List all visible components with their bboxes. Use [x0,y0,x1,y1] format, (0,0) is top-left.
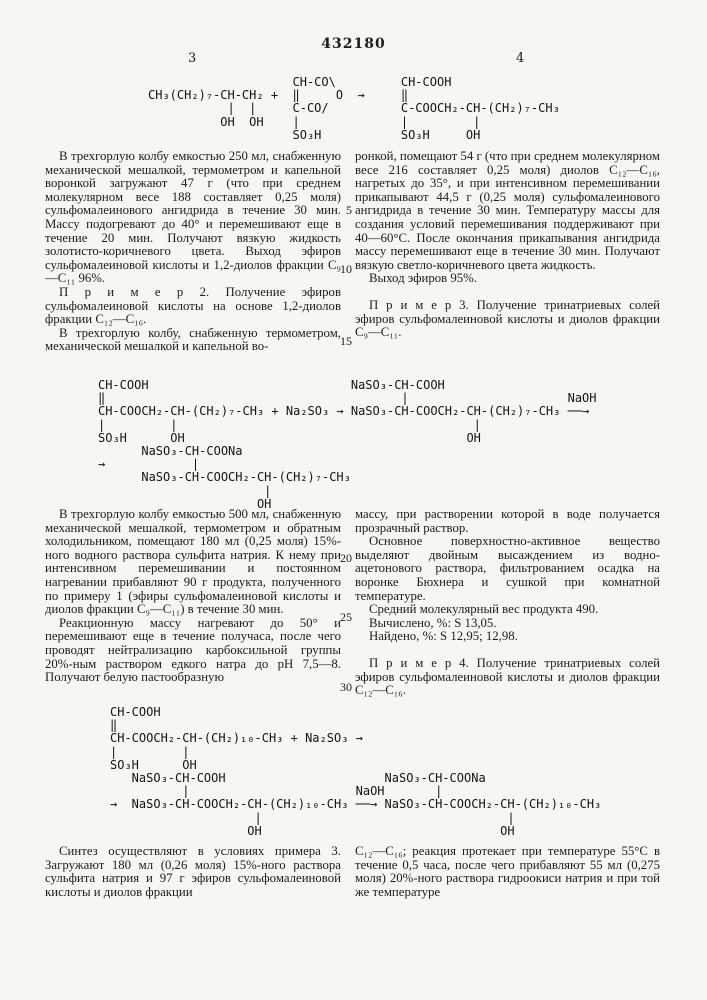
line-number-20: 20 [340,551,352,565]
section3-left-column [45,845,341,899]
paragraph: массу, при растворении которой в воде получается прозрачный раствор. [355,507,660,535]
section2-left-column [45,508,341,685]
chemical-formula-2: CH-COOH NaSO₃-CH-COOH ‖ | NaOH CH-COOCH₂-CH-(CH₂)₇-CH₃ + Na₂SO₃ → NaSO₃-CH-COOCH₂-CH-(CH₂)₇-CH₃ ──→ | | | SO₃H OH OH NaSO₃-CH-COONa → | NaSO₃-CH-COOCH₂-CH-(CH₂)₇-CH₃ | OH [98,378,597,511]
paragraph: В трехгорлую колбу, снабженную термометром, механической мешалкой и капельной во- [45,325,341,354]
chemical-formula-1: CH-CO\ CH-COOH CH₃(CH₂)₇-CH-CH₂ + ‖ O → ‖ | | C-CO/ C-COOCH₂-CH-(CH₂)₇-CH₃ OH OH | | | SO₃H SO₃H OH [148,75,560,142]
paragraph: ронкой, помещают 54 г (что при среднем молекулярном весе 216 составляет 0,25 моля) диолов C₁₂—C₁₆, нагретых до 35°, и при интенсивном перемешивании прикапывают 44,5 г (0,25 моля) сульфомалеинового ангидрида в течение 30 мин. Температуру массы для создания условий перемешивания поддерживают при 40—60°С. После окончания прикапывания ангидрида массу перемешивают еще в течение 30 мин. Получают вязкую светло-коричневого цвета жидкость. [355,149,660,272]
paragraph-example-2: П р и м е р 2. Получение эфиров сульфомалеиновой кислоты на основе 1,2-диолов фракции C₁₂—C₁₆. [45,284,341,327]
section2-right-column [355,508,660,698]
section3-right-column [355,845,660,899]
paragraph: Реакционную массу нагревают до 50° и перемешивают еще в течение получаса, после чего проводят нейтрализацию карбоксильной группы 20%-ным раствором едкого натра до рН 7,5—8. Получают белую пастообразную [45,615,341,685]
column-number-left: 3 [188,51,197,66]
section1-right-column [355,150,660,340]
line-number-25: 25 [340,610,352,624]
paragraph-found: Найдено, %: S 12,95; 12,98. [369,629,518,644]
paragraph-molecular-weight: Средний молекулярный вес продукта 490. [369,602,599,617]
paragraph-yield: Выход эфиров 95%. [369,271,478,286]
patent-number: 432180 [321,36,386,52]
line-number-15: 15 [340,334,352,348]
paragraph: Основное поверхностно-активное вещество выделяют двойным высаждением из водно-ацетонового раствора, фильтрованием осадка на воронке Бюхнера и сушкой при комнатной температуре. [355,534,660,603]
line-number-5: 5 [346,203,352,217]
paragraph: В трехгорлую колбу емкостью 250 мл, снабженную механической мешалкой, термометром и капельной воронкой загружают 47 г (что при среднем молекулярном весе 188 составляет 0,25 моля) сульфомалеинового ангидрида в течение 30 мин. Массу подогревают до 40° и перемешивают еще в течение 20 мин. Получают вязкую жидкость золотисто-коричневого цвета. Выход эфиров сульфомалеиновой кислоты и 1,2-диолов фракции C₉—C₁₁ 96%. [45,149,341,286]
paragraph-example-4: П р и м е р 4. Получение тринатриевых солей эфиров сульфомалеиновой кислоты и диолов фракции C₁₂—C₁₆. [355,655,660,698]
column-number-right: 4 [516,51,525,66]
chemical-formula-3: CH-COOH ‖ CH-COOCH₂-CH-(CH₂)₁₀-CH₃ + Na₂SO₃ → | | SO₃H OH NaSO₃-CH-COOH NaSO₃-CH-COONa | NaOH | → NaSO₃-CH-COOCH₂-CH-(CH₂)₁₀-CH₃ ──→ NaSO₃-CH-COOCH₂-CH-(CH₂)₁₀-CH₃ | | OH OH [110,705,602,838]
paragraph-calculated: Вычислено, %: S 13,05. [369,615,497,630]
section1-left-column [45,150,341,354]
paragraph-example-3: П р и м е р 3. Получение тринатриевых солей эфиров сульфомалеиновой кислоты и диолов фракции C₉—C₁₁. [355,297,660,340]
line-number-10: 10 [340,262,352,276]
paragraph: Синтез осуществляют в условиях примера 3. Загружают 180 мл (0,26 моля) 15%-ного раствора сульфита натрия и 97 г эфиров сульфомалеиновой кислоты и диолов фракции [45,844,341,899]
line-number-30: 30 [340,680,352,694]
paragraph: C₁₂—C₁₆; реакция протекает при температуре 55°С в течение 0,5 часа, после чего прибавляют 55 мл (0,275 моля) 20%-ного раствора гидроокиси натрия и при той же температуре [355,844,660,899]
paragraph: В трехгорлую колбу емкостью 500 мл, снабженную механической мешалкой, термометром и обратным холодильником, помещают 180 мл (0,25 моля) 15%-ного водного раствора сульфита натрия. К нему при интенсивном перемешивании и постоянном нагревании прибавляют 90 г продукта, полученного по примеру 1 (эфиры сульфомалеиновой кислоты и диолов фракции C₉—C₁₁) в течение 30 мин. [45,507,341,617]
